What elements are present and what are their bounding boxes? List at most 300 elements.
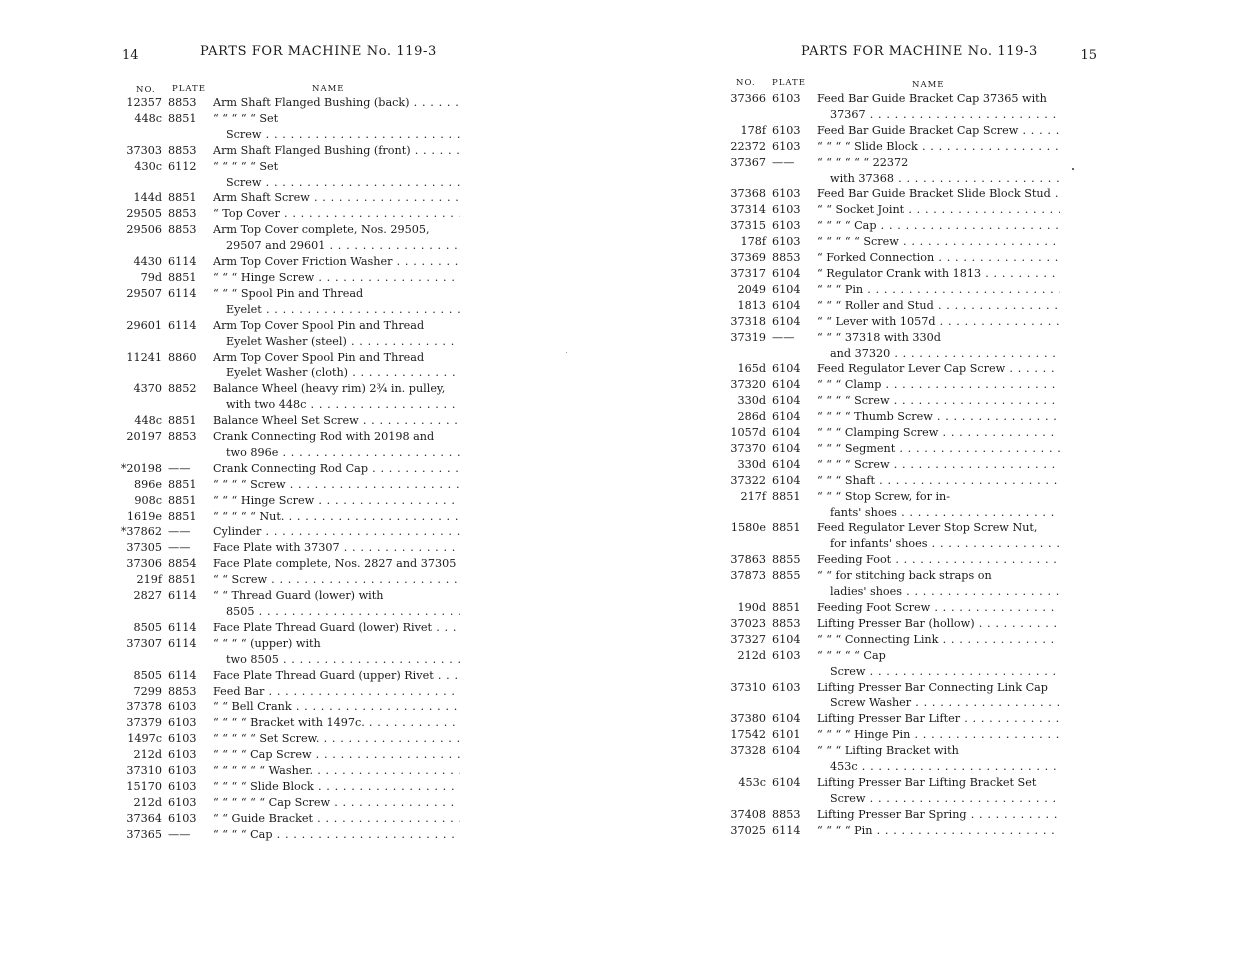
plate-number: 6112 — [168, 159, 197, 173]
part-name-text: “ “ “ “ Cap — [817, 219, 877, 233]
part-name — [213, 684, 460, 700]
part-name — [817, 266, 1060, 282]
part-name-continued — [226, 127, 460, 143]
part-name — [817, 807, 1060, 823]
part-name — [817, 330, 1060, 346]
leader-dots — [319, 732, 460, 745]
part-number: 1497c — [127, 732, 162, 746]
part-number: 896e — [134, 477, 162, 491]
part-number: 212d — [133, 748, 162, 762]
leader-dots — [933, 410, 1060, 423]
leader-dots — [911, 696, 1060, 709]
part-name — [817, 457, 1060, 473]
column-header-no: NO. — [736, 78, 756, 88]
leader-dots — [891, 553, 1060, 566]
part-entry — [120, 493, 460, 509]
part-number: 190d — [737, 601, 766, 614]
part-name-text: Feeding Foot — [817, 553, 892, 567]
part-number: 144d — [133, 191, 162, 205]
part-name-text: Lifting Presser Bar Spring — [817, 807, 967, 821]
part-name-text: “ “ Guide Bracket — [213, 811, 314, 825]
part-name — [817, 473, 1060, 489]
plate-number: 8851 — [168, 111, 197, 125]
part-name-text: 37367 — [830, 107, 866, 121]
part-name — [817, 489, 1060, 505]
leader-dots — [340, 541, 460, 554]
part-name — [213, 747, 460, 763]
leader-dots — [312, 748, 460, 761]
page-title: PARTS FOR MACHINE No. 119-3 — [801, 44, 1038, 59]
part-name — [213, 254, 460, 270]
part-number: 37317 — [730, 266, 766, 280]
plate-number: 8853 — [168, 684, 197, 698]
plate-number: 6104 — [772, 441, 801, 455]
part-name — [817, 632, 1060, 648]
part-number: 453c — [738, 775, 766, 789]
plate-number: 8851 — [772, 489, 801, 503]
part-name-text: Feed Bar Guide Bracket Cap Screw — [817, 123, 1019, 137]
plate-number: 8852 — [168, 382, 197, 396]
part-number: 1813 — [737, 298, 766, 312]
part-name-text: with two 448c — [226, 398, 307, 412]
part-name-text: “ “ “ “ Cap — [213, 827, 273, 841]
part-entry — [120, 318, 460, 350]
part-entry — [724, 155, 1060, 187]
part-name — [213, 477, 460, 493]
part-number: 37305 — [126, 541, 162, 555]
part-number: 37863 — [730, 553, 766, 567]
part-entry — [120, 159, 460, 191]
part-name-text: “ “ Bell Crank — [213, 700, 292, 714]
part-name — [817, 743, 1060, 759]
part-name — [817, 711, 1060, 727]
part-entry — [724, 139, 1060, 155]
part-name-text: Screw Washer — [830, 696, 912, 710]
part-name — [817, 139, 1060, 155]
part-entry — [724, 711, 1060, 727]
part-name-continued — [830, 791, 1060, 807]
plate-number: —— — [168, 827, 191, 841]
part-entry — [724, 632, 1060, 648]
part-entry — [724, 807, 1060, 823]
part-number: 330d — [737, 394, 766, 408]
part-entry — [120, 222, 460, 254]
part-name — [213, 461, 460, 477]
leader-dots — [930, 601, 1060, 614]
part-name-text: Eyelet Washer (steel) — [226, 334, 347, 348]
part-number: 4370 — [133, 382, 162, 396]
plate-number: —— — [772, 155, 795, 169]
part-entry — [120, 620, 460, 636]
part-number: 37322 — [730, 473, 766, 487]
plate-number: 6103 — [168, 764, 197, 778]
part-name-text: “ “ “ Shaft — [817, 473, 876, 487]
leader-dots — [875, 474, 1060, 487]
part-name-text: Arm Top Cover Spool Pin and Thread — [213, 350, 425, 364]
part-name-text: “ “ “ “ “ Screw — [817, 235, 899, 249]
leader-dots — [306, 398, 460, 411]
part-name-text: “ “ “ Roller and Stud — [817, 298, 934, 312]
part-number: 286d — [737, 410, 766, 424]
part-name-text: “ “ “ Connecting Link — [817, 632, 939, 646]
plate-number: 8851 — [772, 601, 801, 614]
plate-number: 6103 — [772, 187, 801, 201]
part-name-continued — [226, 397, 460, 413]
part-name — [213, 524, 460, 540]
part-entry — [724, 520, 1060, 552]
leader-dots — [292, 700, 460, 713]
part-number: 217f — [740, 489, 766, 503]
plate-number: 6104 — [772, 282, 801, 296]
part-name — [817, 616, 1060, 632]
part-name — [213, 572, 460, 588]
part-number: 37303 — [126, 143, 162, 157]
part-name — [817, 298, 1060, 314]
part-number: 29601 — [126, 318, 162, 332]
part-name-text: “ “ “ “ “ Set — [213, 159, 279, 173]
part-name-text: “ “ “ “ “ Cap — [817, 648, 886, 662]
part-name-text: “ “ for stitching back straps on — [817, 569, 992, 583]
part-name-text: Arm Top Cover Spool Pin and Thread — [213, 318, 425, 332]
leader-dots — [894, 172, 1060, 185]
part-name-text: “ “ “ Hinge Screw — [213, 493, 315, 507]
part-entry — [120, 731, 460, 747]
part-number: 37364 — [126, 811, 162, 825]
part-number: 37368 — [730, 187, 766, 201]
plate-number: 6114 — [168, 318, 197, 332]
plate-number: 6104 — [772, 457, 801, 471]
part-number: 1057d — [730, 426, 766, 440]
part-name — [213, 493, 460, 509]
part-number: 37366 — [730, 92, 766, 105]
part-entry — [120, 190, 460, 206]
part-name-text: Feed Bar Guide Bracket Slide Block Stud — [817, 187, 1051, 201]
part-name-continued — [830, 695, 1060, 711]
part-name-text: “ “ “ “ Bracket with 1497c. — [213, 716, 365, 730]
part-entry — [120, 779, 460, 795]
part-name — [817, 727, 1060, 743]
part-number: 37310 — [126, 764, 162, 778]
part-entry — [724, 250, 1060, 266]
part-number: 1580e — [730, 521, 766, 535]
part-entry — [724, 314, 1060, 330]
part-entry — [120, 636, 460, 668]
leader-dots — [934, 299, 1060, 312]
plate-number: 6103 — [772, 219, 801, 233]
leader-dots — [261, 176, 460, 189]
plate-number: 8851 — [168, 191, 197, 205]
part-number: 37306 — [126, 557, 162, 571]
plate-number: 6103 — [168, 732, 197, 746]
part-entry — [724, 218, 1060, 234]
part-number: 37370 — [730, 441, 766, 455]
part-name — [817, 314, 1060, 330]
plate-number: 6114 — [168, 589, 197, 603]
part-name-text: “ “ “ “ “ “ Cap Screw — [213, 795, 331, 809]
part-name — [213, 286, 460, 302]
leader-dots — [434, 669, 460, 682]
part-name-text: Face Plate Thread Guard (upper) Rivet — [213, 668, 434, 682]
part-number: 330d — [737, 457, 766, 471]
part-entry — [724, 600, 1060, 616]
leader-dots — [456, 557, 460, 570]
plate-number: 6103 — [772, 92, 801, 105]
leader-dots — [314, 494, 460, 507]
part-name-text: Feed Regulator Lever Cap Screw — [817, 362, 1006, 376]
part-number: *37862 — [120, 525, 162, 539]
part-name-text: fants' shoes — [830, 505, 897, 519]
part-number: 4430 — [133, 255, 162, 269]
plate-number: 6103 — [772, 680, 801, 694]
leader-dots — [1005, 362, 1060, 375]
part-number: 37328 — [730, 744, 766, 758]
part-entry — [724, 298, 1060, 314]
part-name-text: 29507 and 29601 — [226, 239, 326, 253]
plate-number: 6103 — [168, 811, 197, 825]
leader-dots — [278, 446, 460, 459]
part-entry — [120, 270, 460, 286]
part-name-text: “ “ “ “ Slide Block — [817, 139, 918, 153]
plate-number: 6104 — [772, 298, 801, 312]
part-name — [817, 552, 1060, 568]
part-number: 2827 — [133, 589, 162, 603]
part-name — [213, 540, 460, 556]
part-number: 37314 — [730, 203, 766, 217]
part-name-continued — [226, 175, 460, 191]
part-number: 212d — [133, 795, 162, 809]
leader-dots — [330, 796, 460, 809]
part-name — [213, 413, 460, 429]
plate-number: 8853 — [168, 207, 197, 221]
part-name — [213, 222, 460, 238]
plate-number: 6104 — [772, 394, 801, 408]
leader-dots — [902, 585, 1060, 598]
part-name — [817, 600, 1060, 616]
part-entry — [724, 330, 1060, 362]
leader-dots — [261, 525, 460, 538]
part-number: 7299 — [133, 684, 162, 698]
part-name — [817, 441, 1060, 457]
part-entry — [724, 282, 1060, 298]
leader-dots — [313, 812, 460, 825]
part-entry — [120, 811, 460, 827]
part-name — [213, 731, 460, 747]
part-name — [817, 425, 1060, 441]
part-name — [213, 668, 460, 684]
part-name — [213, 159, 460, 175]
part-entry — [724, 616, 1060, 632]
part-entry — [724, 234, 1060, 250]
part-name — [817, 377, 1060, 393]
part-name-text: Arm Top Cover complete, Nos. 29505, — [213, 223, 430, 237]
plate-number: 8854 — [168, 557, 197, 571]
plate-number: 6104 — [772, 410, 801, 424]
leader-dots — [863, 283, 1060, 296]
leader-dots — [981, 267, 1060, 280]
plate-number: 8853 — [772, 616, 801, 630]
part-name — [817, 568, 1060, 584]
part-name-text: and 37320 — [830, 346, 891, 360]
part-entry — [120, 572, 460, 588]
plate-number: 6104 — [772, 473, 801, 487]
leader-dots — [273, 828, 461, 841]
leader-dots — [359, 414, 460, 427]
part-name-continued — [226, 238, 460, 254]
part-entry — [120, 795, 460, 811]
plate-number: 8851 — [168, 493, 197, 507]
leader-dots — [313, 764, 460, 777]
part-number: 37023 — [730, 616, 766, 630]
part-name-text: “ “ Lever with 1057d — [817, 314, 936, 328]
plate-number: 6104 — [772, 362, 801, 376]
part-entry — [724, 361, 1060, 377]
part-name — [213, 556, 460, 572]
part-name-text: Cylinder — [213, 525, 262, 539]
part-name-text: Crank Connecting Rod with 20198 and — [213, 430, 435, 444]
part-entry — [724, 91, 1060, 123]
part-number: 8505 — [133, 668, 162, 682]
leader-dots — [895, 442, 1060, 455]
part-number: 37327 — [730, 632, 766, 646]
part-name-text: “ “ “ “ “ “ 22372 — [817, 155, 909, 169]
part-number: 908c — [134, 493, 162, 507]
leader-dots — [284, 510, 460, 523]
part-name — [817, 680, 1060, 696]
part-name-text: Lifting Presser Bar Lifter — [817, 712, 961, 726]
part-number: 37319 — [730, 330, 766, 344]
part-number: 37369 — [730, 251, 766, 265]
part-name-text: ladies' shoes — [830, 585, 903, 599]
leader-dots — [348, 366, 460, 379]
plate-number: 8853 — [168, 430, 197, 444]
part-name-text: “ “ Screw — [213, 573, 268, 587]
part-entry — [120, 715, 460, 731]
part-entry — [120, 254, 460, 270]
part-name-text: Feed Regulator Lever Stop Screw Nut, — [817, 521, 1038, 535]
part-name-text: Eyelet — [226, 302, 262, 316]
part-name — [817, 91, 1060, 107]
part-number: 37365 — [126, 827, 162, 841]
part-entry — [120, 350, 460, 382]
part-name-continued — [830, 664, 1060, 680]
leader-dots — [432, 621, 460, 634]
part-entry — [724, 186, 1060, 202]
part-number: 37408 — [730, 807, 766, 821]
part-name-text: Arm Shaft Flanged Bushing (back) — [213, 96, 410, 109]
part-number: 8505 — [133, 620, 162, 634]
part-entry — [120, 524, 460, 540]
part-name-text: for infants' shoes — [830, 537, 928, 551]
plate-number: 8851 — [168, 270, 197, 284]
part-number: 37025 — [730, 823, 766, 837]
part-name — [817, 250, 1060, 266]
part-number: 37310 — [730, 680, 766, 694]
leader-dots — [365, 716, 460, 729]
column-header-plate: PLATE — [172, 84, 206, 94]
part-entry — [120, 143, 460, 159]
plate-number: 8851 — [168, 414, 197, 428]
leader-dots — [1051, 187, 1060, 200]
plate-number: 8855 — [772, 553, 801, 567]
part-name-text: “ “ Socket Joint — [817, 203, 905, 217]
leader-dots — [858, 760, 1060, 773]
part-name-text: “ “ Thread Guard (lower) with — [213, 589, 384, 603]
part-name — [213, 143, 460, 159]
leader-dots — [410, 96, 460, 109]
part-entry — [120, 509, 460, 525]
column-header-name: NAME — [312, 84, 345, 94]
leader-dots — [938, 426, 1060, 439]
part-name-text: Face Plate with 37307 — [213, 541, 340, 555]
part-number: 212d — [737, 648, 766, 662]
leader-dots — [314, 271, 460, 284]
plate-number: 6114 — [168, 286, 197, 300]
plate-number: 6103 — [168, 795, 197, 809]
part-name — [213, 827, 460, 843]
part-number: 37380 — [730, 712, 766, 726]
part-name-continued — [226, 604, 460, 620]
part-name-continued — [830, 584, 1060, 600]
part-entry — [120, 461, 460, 477]
part-name — [817, 520, 1060, 536]
part-entry — [120, 684, 460, 700]
part-number: 37379 — [126, 716, 162, 730]
part-number: 29507 — [126, 286, 162, 300]
part-number: 37378 — [126, 700, 162, 714]
leader-dots — [865, 792, 1060, 805]
part-name-text: Crank Connecting Rod Cap — [213, 461, 368, 475]
part-name-text: “ “ “ “ Cap Screw — [213, 748, 312, 762]
part-name-text: “ “ “ “ Screw — [817, 394, 890, 408]
part-name-text: Feed Bar Guide Bracket Cap 37365 with — [817, 92, 1047, 105]
leader-dots — [936, 315, 1061, 328]
part-name — [213, 509, 460, 525]
part-name-text: Screw — [830, 664, 866, 678]
plate-number: 6114 — [168, 255, 197, 269]
part-entry — [724, 266, 1060, 282]
plate-number: 6103 — [772, 123, 801, 137]
part-entry — [120, 747, 460, 763]
part-name — [213, 588, 460, 604]
leader-dots — [279, 653, 460, 666]
part-entry — [724, 393, 1060, 409]
leader-dots — [890, 458, 1060, 471]
part-name — [817, 648, 1060, 664]
part-number: 219f — [136, 573, 162, 587]
leader-dots — [897, 506, 1060, 519]
part-number: 178f — [740, 123, 766, 137]
part-name — [213, 270, 460, 286]
plate-number: 6104 — [772, 632, 801, 646]
part-entry — [724, 457, 1060, 473]
part-entry — [724, 202, 1060, 218]
leader-dots — [411, 144, 460, 157]
plate-number: 6103 — [168, 700, 197, 714]
part-name — [213, 206, 460, 222]
part-name-text: “ “ “ “ “ Set — [213, 111, 279, 125]
part-name — [213, 429, 460, 445]
leader-dots — [325, 239, 460, 252]
part-number: 2049 — [737, 282, 766, 296]
part-name-continued — [830, 505, 1060, 521]
plate-number: 6104 — [772, 426, 801, 440]
part-number: 20197 — [126, 430, 162, 444]
part-name — [213, 620, 460, 636]
plate-number: 6103 — [772, 203, 801, 217]
part-name — [817, 775, 1060, 791]
part-name-text: “ “ “ Segment — [817, 441, 896, 455]
part-name-text: “ “ “ “ Hinge Pin — [817, 728, 911, 742]
